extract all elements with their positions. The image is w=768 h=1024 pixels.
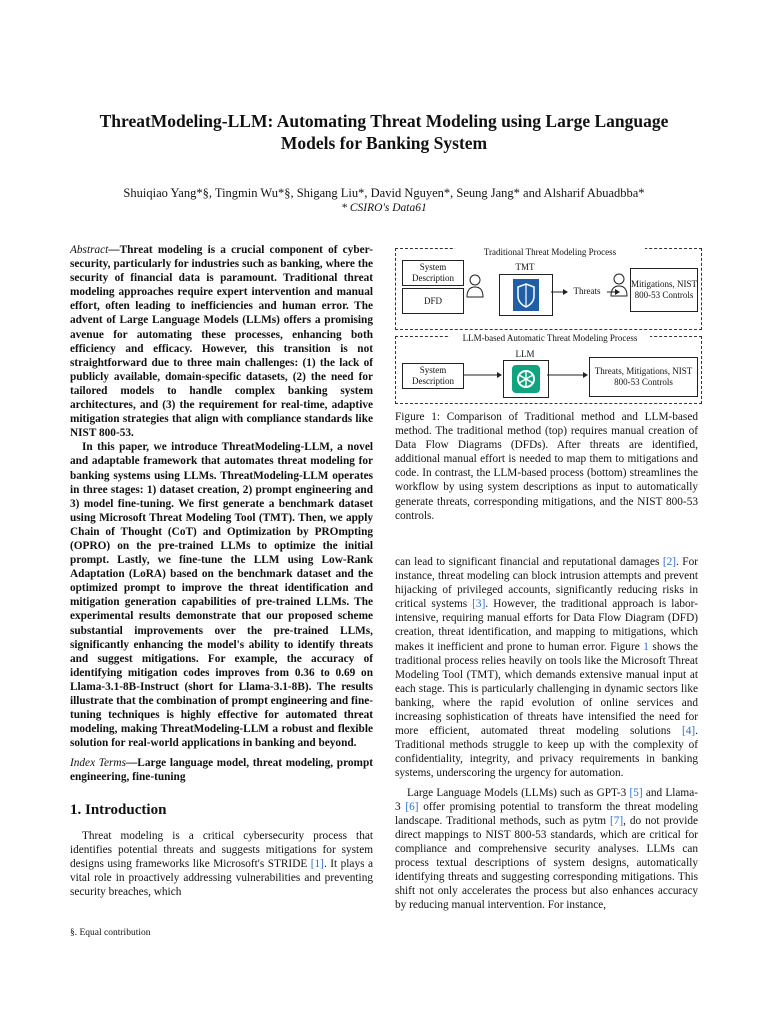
intro-paragraph-1 (70, 829, 373, 899)
llm-process-title: LLM-based Automatic Threat Modeling Process (450, 333, 650, 343)
text-run: . However, the traditional approach is labor-intensive, requiring manual efforts for Data Flow Diagram (DFD) creation, threat identification, and mapping to mitigations, which makes it inefficient and prone to human error. Figure (395, 598, 698, 653)
paper-title-line2: Models for Banking System (280, 133, 488, 153)
tmt-box (499, 274, 553, 316)
user-icon (609, 272, 629, 298)
citation-link[interactable]: [2] (662, 556, 677, 568)
arrow-right-icon (547, 371, 589, 379)
paper-title-line1: ThreatModeling-LLM: Automating Threat Modeling using Large Language (99, 111, 669, 131)
llm-label: LLM (515, 349, 535, 359)
figure-1 (395, 248, 703, 406)
mitigations-box: Mitigations, NIST 800-53 Controls (630, 268, 698, 312)
left-column (70, 243, 373, 899)
text-run: . For instance, threat modeling can block intrusion attempts and prevent hijacking of privileged accounts, significantly reducing risks in critical systems (395, 556, 698, 611)
figure-reference-link[interactable]: 1 (643, 640, 649, 653)
index-terms-text: —Large language model, threat modeling, prompt engineering, fine-tuning (70, 757, 374, 784)
text-run: . It plays a vital role in proactively addressing vulnerabilities and preventing security breaches, which (70, 857, 374, 899)
right-column (395, 555, 698, 912)
arrow-right-icon (463, 371, 503, 379)
text-run: Threat modeling is a critical cybersecurity process that identifies potential threats and suggests mitigations for system designs using frameworks like Microsoft's STRIDE (70, 829, 373, 870)
index-terms (70, 756, 373, 784)
threats-label: Threats (573, 286, 601, 296)
text-run: offer promising potential to transform the threat modeling landscape. Traditional methods, such as pytm (395, 800, 698, 827)
llm-box (503, 360, 549, 398)
citation-link[interactable]: [5] (629, 786, 643, 799)
index-terms-label: Index Terms (70, 757, 126, 770)
citation-link[interactable]: [3] (472, 598, 486, 611)
text-run: , do not provide direct mappings to NIST 800-53 standards, which are critical for compliance and comprehensive security analyses. LLMs can process textual descriptions of system designs, automatically identifying threats and suggesting corresponding mitigations. This shift not only accelerates the process but also enhances accuracy by reducing manual intervention. For instance, (395, 814, 699, 912)
shield-icon (500, 275, 552, 315)
intro-body-left (70, 829, 373, 899)
llm-output-box: Threats, Mitigations, NIST 800-53 Controls (589, 357, 698, 397)
citation-link[interactable]: [6] (405, 800, 419, 813)
tmt-label: TMT (515, 262, 535, 272)
system-description-box-llm: System Description (402, 363, 464, 389)
paper-title (60, 110, 708, 154)
text-run: . Traditional methods struggle to keep up with the complexity of confidentiality, integrity, and privacy requirements in banking systems, underscoring the urgency for automation. (395, 725, 698, 780)
citation-link[interactable]: [4] (681, 725, 696, 738)
footnote: §. Equal contribution (70, 928, 151, 938)
intro-paragraph-2 (395, 786, 698, 913)
text-run: can lead to significant financial and reputational damages (395, 556, 663, 568)
text-run: shows the traditional process relies heavily on tools like the Microsoft Threat Modeling Tool (TMT), which demands extensive manual input at each stage. This is particularly challenging in dynamic sectors like banking, where the rapid evolution of online services and increasing sophistication of threats have intensified the need for more efficient, automated threat modeling solutions (395, 640, 698, 738)
abstract-label: Abstract (70, 244, 109, 256)
user-icon (465, 273, 485, 299)
text-run: and Llama-3 (395, 786, 698, 813)
figure-1-caption: Figure 1: Comparison of Traditional method and LLM-based method. The traditional method (top) requires manual creation of Data Flow Diagrams (DFDs). After threats are identified, additional manual effort is needed to map them to mitigations and code. In contrast, the LLM-based process (bottom) streamlines the workflow by using system descriptions as input to automatically generate threats, corresponding mitigations, and the NIST 800-53 controls. (395, 411, 698, 522)
text-run: Large Language Models (LLMs) such as GPT-3 (407, 786, 630, 799)
traditional-process-title: Traditional Threat Modeling Process (455, 247, 645, 257)
dfd-box: DFD (402, 288, 464, 314)
citation-link[interactable]: [7] (609, 814, 624, 827)
abstract-paragraph-1: —Threat modeling is a crucial component of cyber-security, particularly for industries such as banking, where the security of financial data is paramount. Traditional threat modeling approaches require expert intervention and manual effort, often leading to inefficiencies and human error. The advent of Large Language Models (LLMs) offers a promising avenue for automating these processes, enhancing both efficiency and efficacy. However, this transition is not straightforward due to three main challenges: (1) the lack of publicly available, domain-specific datasets, (2) the need for tailored models to handle complex banking system architectures, and (3) the requirement for real-time, adaptive mitigation strategies that align with compliance standards like NIST 800-53. (70, 244, 373, 440)
affiliation: * CSIRO's Data61 (341, 202, 427, 214)
section-heading-introduction: 1. Introduction (70, 801, 167, 818)
intro-paragraph-1-continued (395, 555, 698, 781)
system-description-box: System Description (402, 260, 464, 286)
openai-icon (504, 361, 548, 397)
abstract-paragraph-2: In this paper, we introduce ThreatModeling-LLM, a novel and adaptable framework that automates threat modeling for banking systems using LLMs. ThreatModeling-LLM operates in three stages: 1) dataset creation, 2) prompt engineering and 3) model fine-tuning. We first generate a benchmark dataset using Microsoft Threat Modeling Tool (TMT). Then, we apply Chain of Thought (CoT) and Optimization by PROmpting (OPRO) on the pre-trained LLMs to optimize the initial prompt. Lastly, we fine-tune the LLM using Low-Rank Adaptation (LoRA) based on the benchmark dataset and the optimized prompt to improve the threat identification and mitigation generation capabilities of pre-trained LLMs. The experimental results demonstrate that our proposed scheme substantial improvements over the pre-trained LLMs, significantly enhancing the model's ability to identify threats and suggest mitigations. For example, the accuracy of identifying mitigation codes improves from 0.36 to 0.69 on Llama-3.1-8B-Instruct (short for Llama-3.1-8B). The results illustrate that the combination of prompt engineering and fine-tuning techniques is highly effective for automated threat modeling, making ThreatModeling-LLM a robust and flexible solution for real-world applications in banking and beyond. (70, 441, 373, 750)
author-list: Shuiqiao Yang*§, Tingmin Wu*§, Shigang Liu*, David Nguyen*, Seung Jang* and Alsharif Abuadbba* (123, 186, 645, 200)
citation-link[interactable]: [1] (310, 857, 324, 870)
abstract (70, 243, 373, 750)
